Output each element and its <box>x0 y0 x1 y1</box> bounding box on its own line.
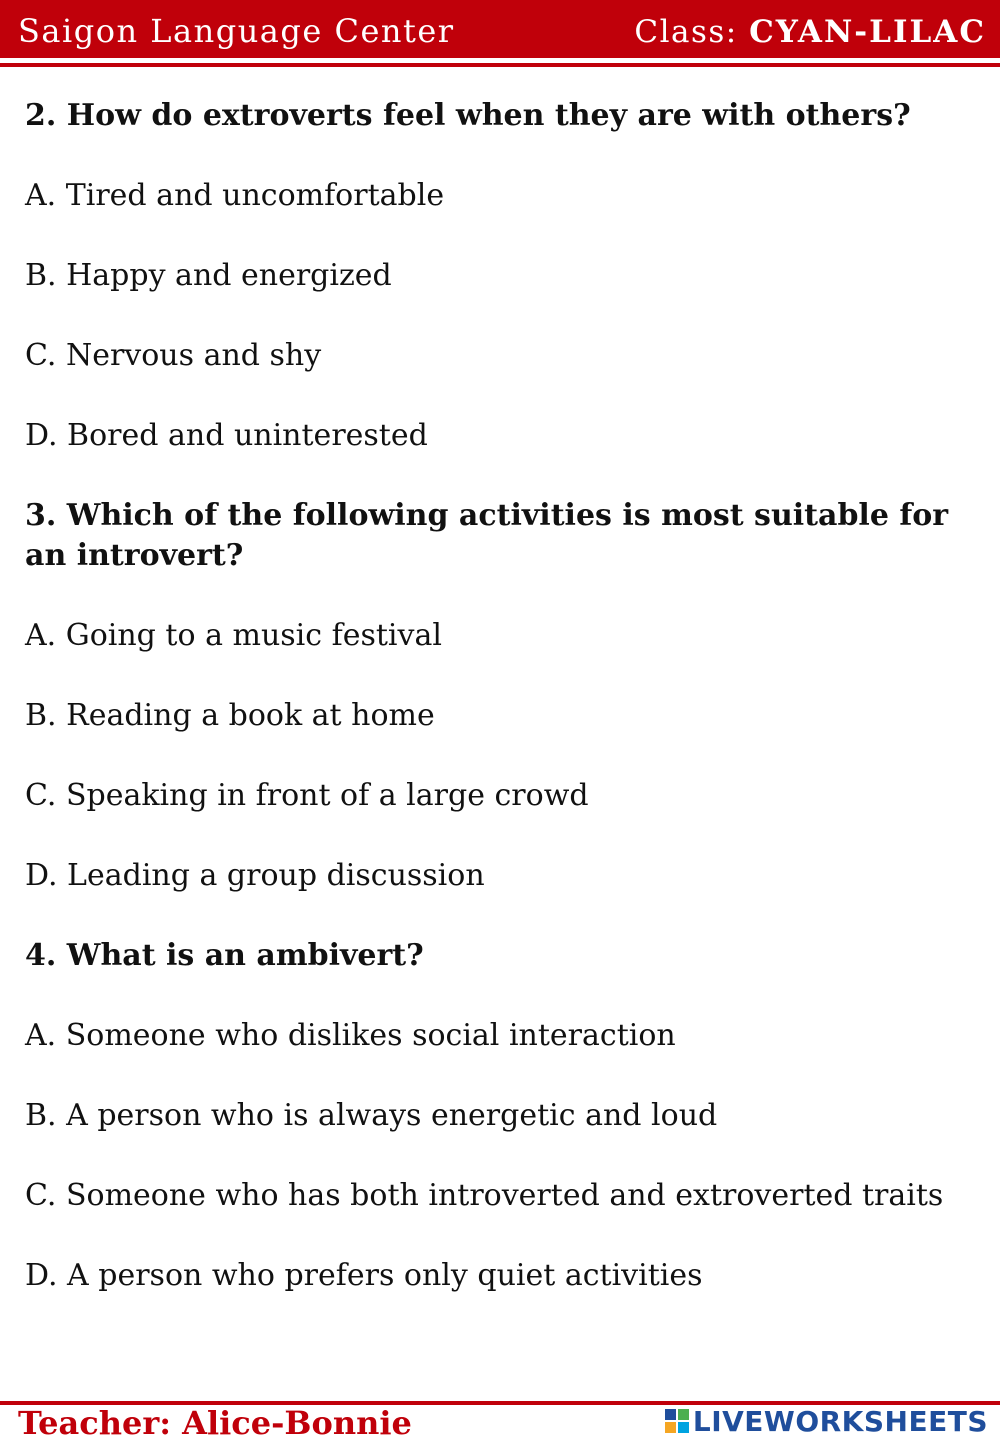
question-3-option-d[interactable]: D. Leading a group discussion <box>25 858 485 893</box>
question-4-option-d[interactable]: D. A person who prefers only quiet activities <box>25 1258 703 1293</box>
header-divider <box>0 63 1000 67</box>
worksheet-content <box>25 96 990 1336</box>
question-2-option-b[interactable]: B. Happy and energized <box>25 258 392 293</box>
question-2-option-d[interactable]: D. Bored and uninterested <box>25 418 428 453</box>
header-bar <box>0 0 1000 58</box>
center-name: Saigon Language Center <box>18 12 455 50</box>
question-3: 3. Which of the following activities is most suitable for an introvert? <box>25 498 949 573</box>
class-label: Class: <box>634 14 738 50</box>
liveworksheets-logo-icon <box>665 1409 689 1433</box>
question-3-option-a[interactable]: A. Going to a music festival <box>25 618 442 653</box>
question-4-option-b[interactable]: B. A person who is always energetic and loud <box>25 1098 718 1133</box>
question-2-option-c[interactable]: C. Nervous and shy <box>25 338 322 373</box>
question-4: 4. What is an ambivert? <box>25 938 424 973</box>
class-info <box>634 14 986 50</box>
question-3-option-c[interactable]: C. Speaking in front of a large crowd <box>25 778 589 813</box>
question-4-option-a[interactable]: A. Someone who dislikes social interaction <box>25 1018 676 1053</box>
question-2: 2. How do extroverts feel when they are with others? <box>25 98 911 133</box>
brand-text: LIVEWORKSHEETS <box>692 1404 988 1438</box>
question-2-option-a[interactable]: A. Tired and uncomfortable <box>25 178 445 213</box>
teacher-name: Teacher: Alice-Bonnie <box>18 1404 412 1442</box>
question-4-option-c[interactable]: C. Someone who has both introverted and extroverted traits <box>25 1178 944 1213</box>
class-name: CYAN-LILAC <box>749 14 986 50</box>
liveworksheets-brand <box>665 1405 988 1437</box>
question-3-option-b[interactable]: B. Reading a book at home <box>25 698 435 733</box>
